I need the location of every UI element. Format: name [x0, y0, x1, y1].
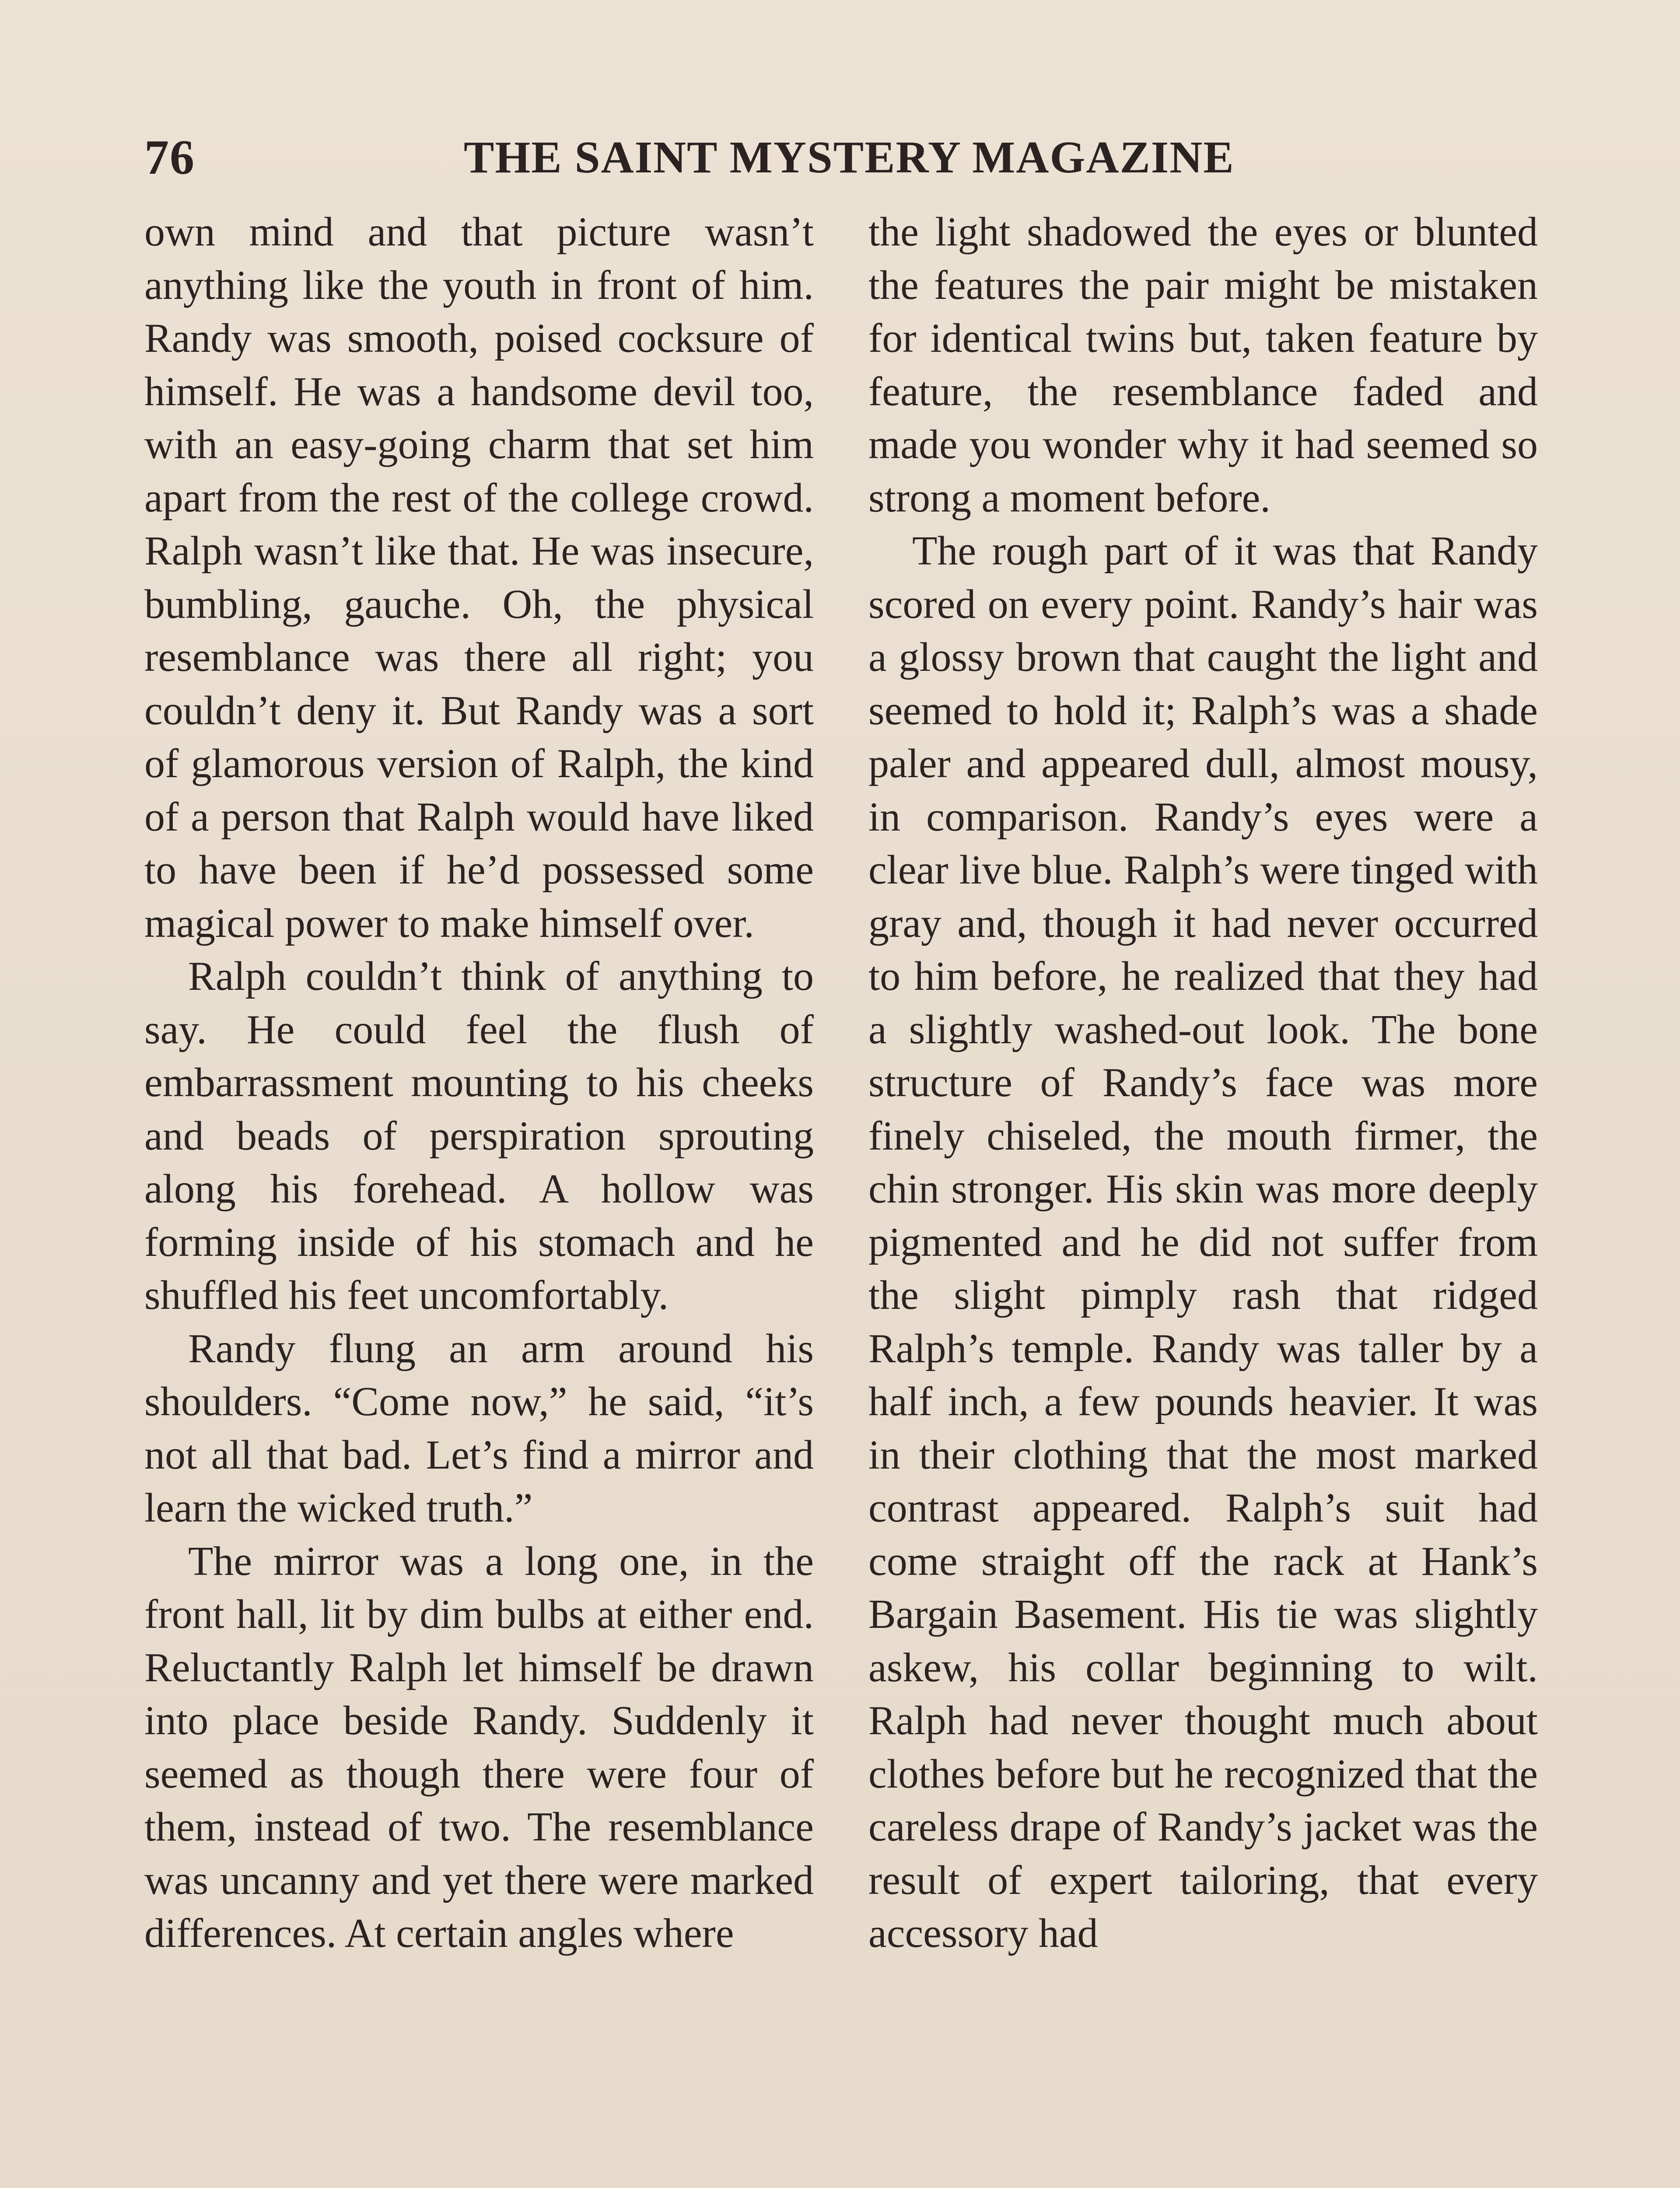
paragraph: own mind and that picture wasn’t anything like the youth in front of him. Randy was smooth, poised cocksure of himself. He was a handsome devil too, with an easy-going charm that set him apart from the rest of the college crowd. Ralph wasn’t like that. He was insecure, bumbling, gauche. Oh, the physical resemblance was there all right; you couldn’t deny it. But Randy was a sort of glamorous version of Ralph, the kind of a person that Ralph would have liked to have been if he’d possessed some magical power to make himself over. — [144, 209, 814, 946]
paragraph: the light shadowed the eyes or blunted the features the pair might be mistaken for identical twins but, taken feature by feature, the resemblance faded and made you wonder why it had seemed so strong a moment before. — [868, 209, 1538, 521]
left-column — [144, 206, 814, 1960]
paragraph: The mirror was a long one, in the front hall, lit by dim bulbs at either end. Reluctantly Ralph let himself be drawn into place beside Randy. Suddenly it seemed as though there were four of them, instead of two. The resemblance was uncanny and yet there were marked differences. At certain angles where — [144, 1538, 814, 1956]
right-column — [868, 206, 1538, 1960]
page-number: 76 — [144, 130, 195, 185]
page-header — [144, 127, 1269, 188]
magazine-title: THE SAINT MYSTERY MAGAZINE — [464, 132, 1235, 182]
paragraph: Randy flung an arm around his shoulders. “Come now,” he said, “it’s not all that bad. Let’s find a mirror and learn the wicked truth.” — [144, 1325, 814, 1531]
paragraph: Ralph couldn’t think of anything to say. He could feel the flush of embarrassment mounting to his cheeks and beads of perspiration sprouting along his forehead. A hollow was forming inside of his stomach and he shuffled his feet uncomfortably. — [144, 954, 814, 1318]
paragraph: The rough part of it was that Randy scored on every point. Randy’s hair was a glossy brown that caught the light and seemed to hold it; Ralph’s was a shade paler and appeared dull, almost mousy, in comparison. Randy’s eyes were a clear live blue. Ralph’s were tinged with gray and, though it had never occurred to him before, he realized that they had a slightly washed-out look. The bone structure of Randy’s face was more finely chiseled, the mouth firmer, the chin stronger. His skin was more deeply pigmented and he did not suffer from the slight pimply rash that ridged Ralph’s temple. Randy was taller by a half inch, a few pounds heavier. It was in their clothing that the most marked contrast appeared. Ralph’s suit had come straight off the rack at Hank’s Bargain Basement. His tie was slightly askew, his collar beginning to wilt. Ralph had never thought much about clothes before but he recognized that the careless drape of Randy’s jacket was the result of expert tailoring, that every accessory had — [868, 528, 1538, 1956]
